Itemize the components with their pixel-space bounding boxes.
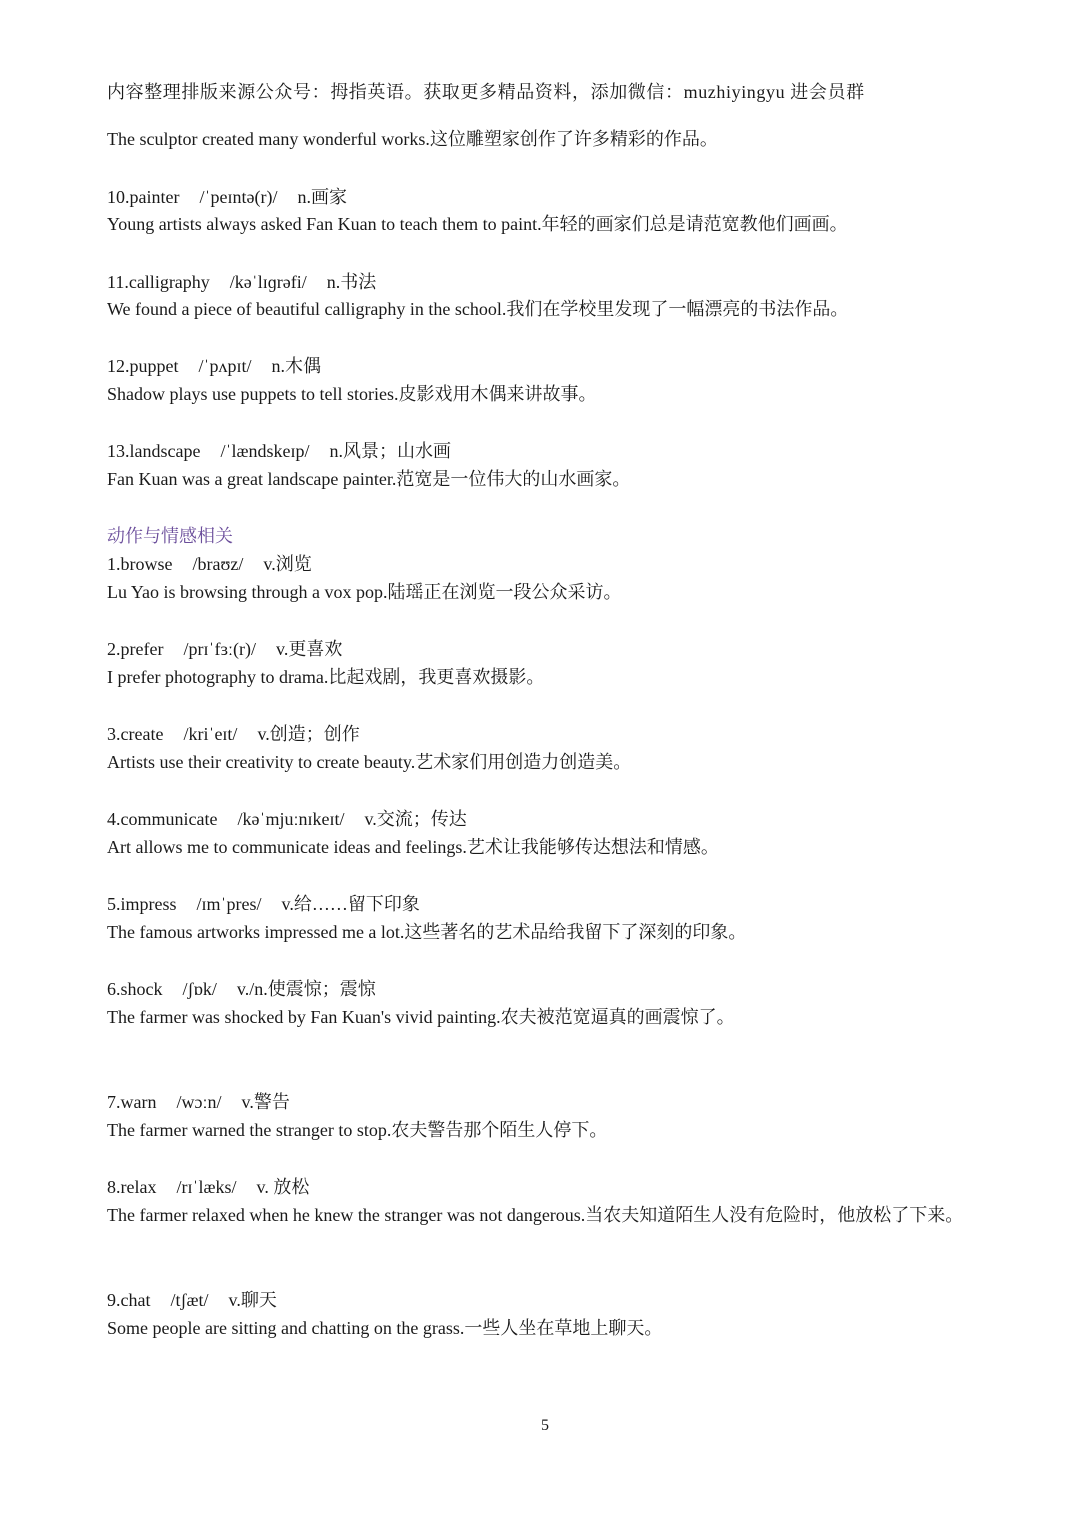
vocab-word: 7.warn <box>107 1092 157 1112</box>
vocab-entry-painter <box>107 183 992 211</box>
vocab-word: 11.calligraphy <box>107 272 210 292</box>
source-header: 内容整理排版来源公众号：拇指英语。获取更多精品资料，添加微信：muzhiyingyu 进会员群 <box>107 82 865 102</box>
vocab-meaning: n.书法 <box>326 272 377 292</box>
example-sentence: The farmer warned the stranger to stop.农夫警告那个陌生人停下。 <box>107 1120 608 1140</box>
vocab-meaning: n.木偶 <box>271 356 321 376</box>
example-sentence: The farmer relaxed when he knew the stranger was not dangerous.当农夫知道陌生人没有危险时，他放松了下来。 <box>107 1205 964 1225</box>
example-sentence: The sculptor created many wonderful works.这位雕塑家创作了许多精彩的作品。 <box>107 129 718 149</box>
vocab-meaning: v.给……留下印象 <box>281 894 420 914</box>
vocab-ipa: /kəˈmjuːnɪkeɪt/ <box>237 809 345 829</box>
vocab-ipa: /ʃɒk/ <box>182 979 217 999</box>
vocab-ipa: /braʊz/ <box>192 554 244 574</box>
vocab-word: 8.relax <box>107 1177 157 1197</box>
vocab-meaning: n.风景；山水画 <box>329 441 451 461</box>
vocab-word: 6.shock <box>107 979 163 999</box>
vocab-ipa: /wɔːn/ <box>176 1092 222 1112</box>
example-sentence: Young artists always asked Fan Kuan to teach them to paint.年轻的画家们总是请范宽教他们画画。 <box>107 214 848 234</box>
vocab-word: 10.painter <box>107 187 180 207</box>
example-sentence: Shadow plays use puppets to tell stories.皮影戏用木偶来讲故事。 <box>107 384 597 404</box>
vocab-meaning: n.画家 <box>297 187 347 207</box>
example-sentence: The famous artworks impressed me a lot.这些著名的艺术品给我留下了深刻的印象。 <box>107 922 747 942</box>
vocab-ipa: /rɪˈlæks/ <box>176 1177 237 1197</box>
vocab-entry-prefer <box>107 635 992 663</box>
vocab-entry-relax <box>107 1173 992 1201</box>
example-sentence: We found a piece of beautiful calligraphy in the school.我们在学校里发现了一幅漂亮的书法作品。 <box>107 299 849 319</box>
vocab-meaning: v.创造；创作 <box>257 724 360 744</box>
vocab-entry-communicate <box>107 805 992 833</box>
section-heading: 动作与情感相关 <box>107 526 233 546</box>
example-sentence: Artists use their creativity to create beauty.艺术家们用创造力创造美。 <box>107 752 632 772</box>
example-sentence: I prefer photography to drama.比起戏剧，我更喜欢摄影。 <box>107 667 545 687</box>
vocab-meaning: v.交流；传达 <box>364 809 467 829</box>
vocab-ipa: /ˈpeɪntə(r)/ <box>199 187 278 207</box>
example-sentence: Art allows me to communicate ideas and feelings.艺术让我能够传达想法和情感。 <box>107 837 719 857</box>
example-sentence: Fan Kuan was a great landscape painter.范宽是一位伟大的山水画家。 <box>107 469 631 489</box>
vocab-word: 1.browse <box>107 554 173 574</box>
vocab-entry-puppet <box>107 352 992 380</box>
page-number: 5 <box>541 1417 549 1434</box>
vocab-word: 5.impress <box>107 894 177 914</box>
vocab-meaning: v.浏览 <box>263 554 312 574</box>
vocab-ipa: /tʃæt/ <box>170 1290 209 1310</box>
vocab-word: 9.chat <box>107 1290 151 1310</box>
vocab-ipa: /prɪˈfɜː(r)/ <box>183 639 256 659</box>
vocab-meaning: v./n.使震惊；震惊 <box>236 979 376 999</box>
vocab-entry-calligraphy <box>107 268 992 296</box>
vocab-meaning: v. 放松 <box>256 1177 310 1197</box>
vocab-word: 3.create <box>107 724 164 744</box>
vocab-meaning: v.警告 <box>241 1092 290 1112</box>
example-sentence: Lu Yao is browsing through a vox pop.陆瑶正在浏览一段公众采访。 <box>107 582 622 602</box>
vocab-ipa: /ˈpʌpɪt/ <box>198 356 252 376</box>
vocab-entry-warn <box>107 1088 992 1116</box>
vocab-entry-landscape <box>107 437 992 465</box>
example-sentence: The farmer was shocked by Fan Kuan's vivid painting.农夫被范宽逼真的画震惊了。 <box>107 1007 735 1027</box>
vocab-entry-shock <box>107 975 992 1003</box>
vocab-word: 13.landscape <box>107 441 201 461</box>
example-sentence: Some people are sitting and chatting on the grass.一些人坐在草地上聊天。 <box>107 1318 663 1338</box>
vocab-entry-chat <box>107 1286 992 1314</box>
vocab-meaning: v.更喜欢 <box>276 639 343 659</box>
vocab-ipa: /kəˈlɪɡrəfi/ <box>229 272 307 292</box>
vocab-word: 4.communicate <box>107 809 218 829</box>
vocab-entry-browse <box>107 550 992 578</box>
vocab-word: 2.prefer <box>107 639 164 659</box>
vocab-ipa: /ɪmˈpres/ <box>196 894 262 914</box>
vocab-ipa: /ˈlændskeɪp/ <box>220 441 310 461</box>
vocab-word: 12.puppet <box>107 356 179 376</box>
vocab-meaning: v.聊天 <box>228 1290 277 1310</box>
vocab-entry-create <box>107 720 992 748</box>
vocab-ipa: /kriˈeɪt/ <box>183 724 238 744</box>
vocab-entry-impress <box>107 890 992 918</box>
